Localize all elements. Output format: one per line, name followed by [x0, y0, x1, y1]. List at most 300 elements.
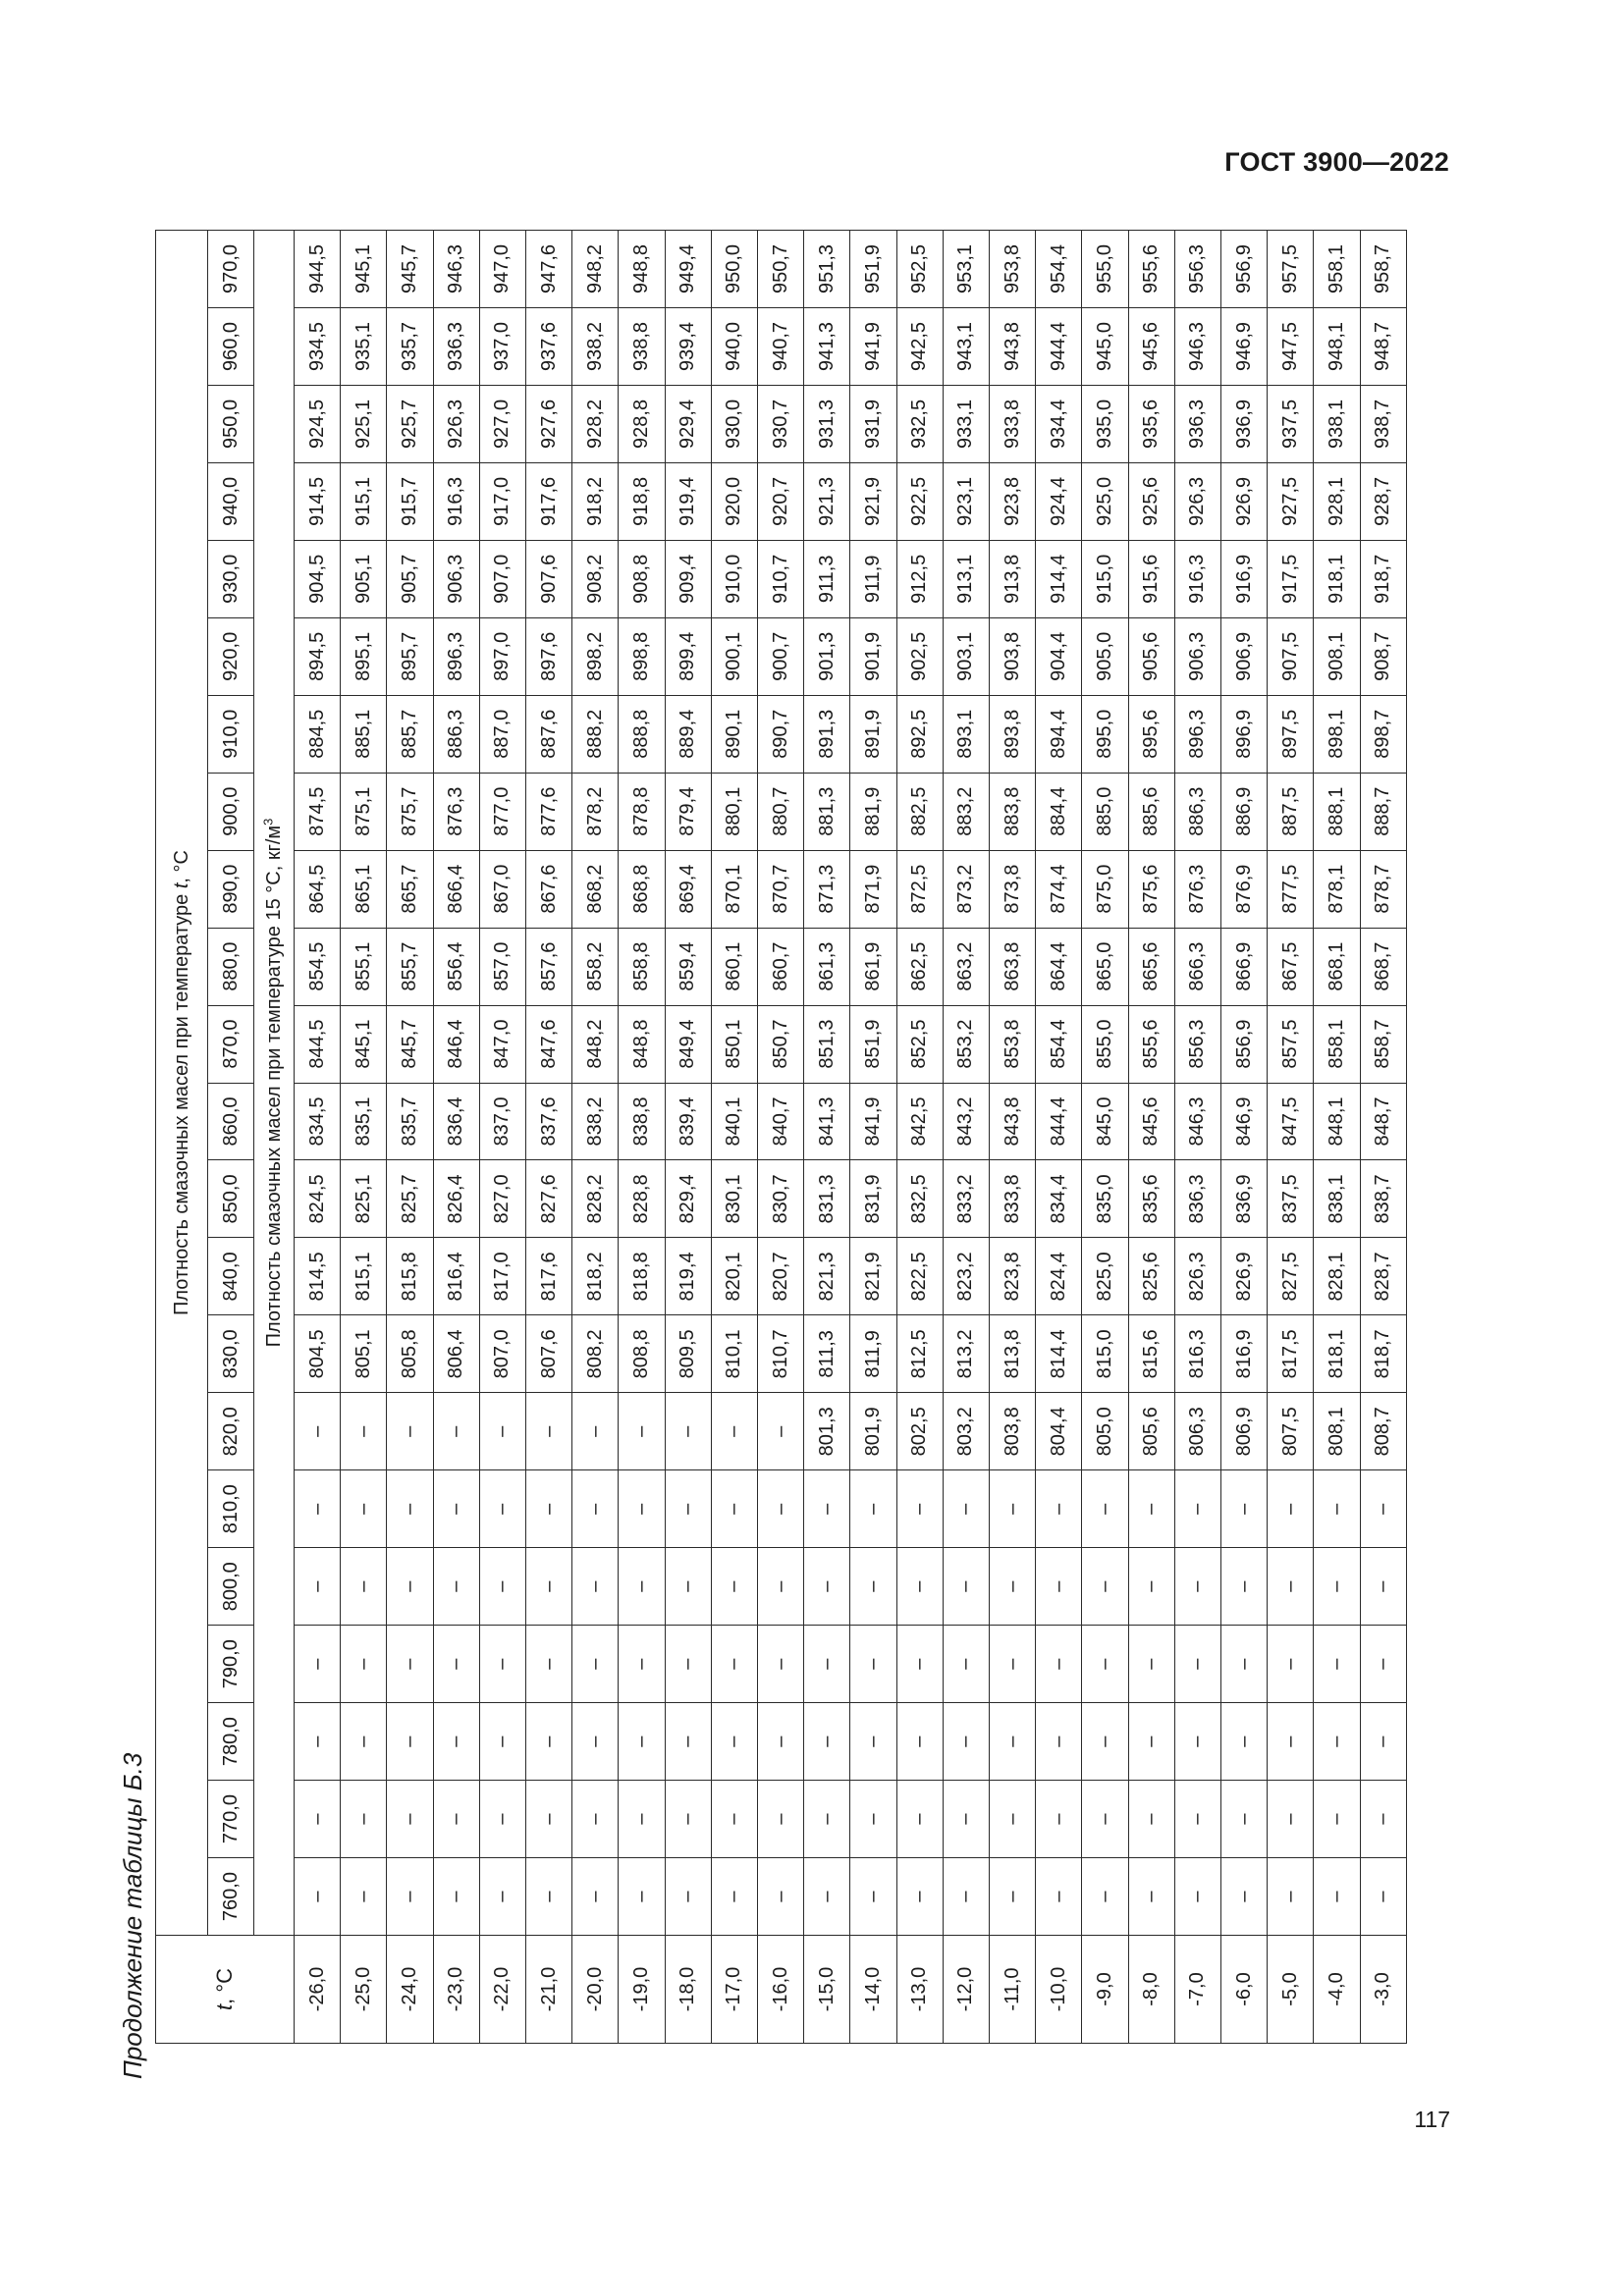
density-cell: 805,1 — [341, 1315, 387, 1393]
density-cell: – — [850, 1548, 896, 1626]
density-cell: 826,3 — [1174, 1238, 1220, 1315]
density-cell: 887,0 — [479, 695, 525, 773]
density-cell: – — [341, 1393, 387, 1470]
density-cell: 892,5 — [896, 695, 943, 773]
temperature-cell: -21,0 — [526, 1936, 572, 2044]
density-cell: – — [896, 1858, 943, 1936]
density-cell: 948,7 — [1360, 307, 1406, 385]
density-cell: 885,7 — [387, 695, 433, 773]
density-cell: 956,3 — [1174, 231, 1220, 308]
density-table-container — [155, 230, 1407, 2044]
density-cell: – — [758, 1858, 804, 1936]
density-cell: 917,6 — [526, 462, 572, 540]
density-cell: – — [572, 1626, 619, 1703]
density-cell: – — [1360, 1626, 1406, 1703]
temperature-cell: -12,0 — [943, 1936, 989, 2044]
density-cell: 908,7 — [1360, 617, 1406, 695]
density-cell: – — [990, 1781, 1036, 1858]
density-cell: 917,5 — [1268, 540, 1314, 617]
density-cell: – — [896, 1781, 943, 1858]
density-cell: – — [665, 1781, 711, 1858]
density-cell: – — [990, 1626, 1036, 1703]
density-cell: – — [1082, 1858, 1128, 1936]
density-cell: 883,2 — [943, 773, 989, 850]
density-cell: 935,6 — [1128, 385, 1174, 462]
density-cell: 854,5 — [295, 928, 341, 1005]
density-cell: 853,2 — [943, 1005, 989, 1083]
density-cell: 828,7 — [1360, 1238, 1406, 1315]
density-cell: 934,5 — [295, 307, 341, 385]
density-cell: 888,1 — [1314, 773, 1360, 850]
density-cell: 877,0 — [479, 773, 525, 850]
density-cell: – — [479, 1858, 525, 1936]
density-cell: – — [1221, 1858, 1268, 1936]
density-cell: – — [1314, 1470, 1360, 1548]
density-cell: 848,8 — [619, 1005, 665, 1083]
density-cell: 938,8 — [619, 307, 665, 385]
density-cell: 931,3 — [804, 385, 850, 462]
density-cell: 816,3 — [1174, 1315, 1220, 1393]
density-cell: 816,4 — [433, 1238, 479, 1315]
density-cell: 941,9 — [850, 307, 896, 385]
density-cell: 946,3 — [433, 231, 479, 308]
density-cell: 814,5 — [295, 1238, 341, 1315]
density-cell: 884,4 — [1036, 773, 1082, 850]
density-cell: 819,4 — [665, 1238, 711, 1315]
density-cell: 914,5 — [295, 462, 341, 540]
density-cell: 906,9 — [1221, 617, 1268, 695]
density-cell: 828,8 — [619, 1160, 665, 1238]
density-cell: – — [665, 1703, 711, 1781]
density-cell: – — [896, 1626, 943, 1703]
density-cell: 875,1 — [341, 773, 387, 850]
table-row — [526, 231, 572, 2044]
density-cell: 836,4 — [433, 1083, 479, 1160]
density-cell: – — [1036, 1781, 1082, 1858]
table-row — [1128, 231, 1174, 2044]
density-cell: 931,9 — [850, 385, 896, 462]
table-row — [1314, 231, 1360, 2044]
density-cell: – — [1221, 1548, 1268, 1626]
density-cell: 818,7 — [1360, 1315, 1406, 1393]
density-cell: 894,5 — [295, 617, 341, 695]
density-cell: 838,1 — [1314, 1160, 1360, 1238]
density-cell: – — [1128, 1548, 1174, 1626]
density-cell: – — [711, 1626, 757, 1703]
density-cell: 918,8 — [619, 462, 665, 540]
density-cell: 821,3 — [804, 1238, 850, 1315]
density-cell: 905,1 — [341, 540, 387, 617]
density-cell: 936,3 — [433, 307, 479, 385]
density-cell: 878,1 — [1314, 850, 1360, 928]
density-cell: 833,2 — [943, 1160, 989, 1238]
density-cell: – — [1268, 1626, 1314, 1703]
density-cell: – — [665, 1393, 711, 1470]
density-cell: 824,4 — [1036, 1238, 1082, 1315]
density-cell: 949,4 — [665, 231, 711, 308]
table-row — [433, 231, 479, 2044]
density-cell: 905,7 — [387, 540, 433, 617]
density-cell: 876,9 — [1221, 850, 1268, 928]
density-cell: 814,4 — [1036, 1315, 1082, 1393]
density-cell: 898,7 — [1360, 695, 1406, 773]
density-cell: 902,5 — [896, 617, 943, 695]
density-cell: 856,4 — [433, 928, 479, 1005]
density-cell: 884,5 — [295, 695, 341, 773]
density-cell: 806,3 — [1174, 1393, 1220, 1470]
density-cell: – — [526, 1470, 572, 1548]
density-cell: – — [896, 1703, 943, 1781]
density-cell: 830,1 — [711, 1160, 757, 1238]
density-cell: 932,5 — [896, 385, 943, 462]
density-cell: 896,9 — [1221, 695, 1268, 773]
density-cell: 908,1 — [1314, 617, 1360, 695]
density-table — [155, 230, 1407, 2044]
density-cell: 831,9 — [850, 1160, 896, 1238]
density-cell: – — [572, 1393, 619, 1470]
density-cell: 832,5 — [896, 1160, 943, 1238]
density-cell: 958,1 — [1314, 231, 1360, 308]
density-cell: 900,1 — [711, 617, 757, 695]
density-column-header: 930,0 — [208, 540, 254, 617]
density-cell: 893,8 — [990, 695, 1036, 773]
density-cell: – — [572, 1858, 619, 1936]
density-cell: 955,6 — [1128, 231, 1174, 308]
table-row — [1036, 231, 1082, 2044]
density-cell: 926,3 — [1174, 462, 1220, 540]
density-cell: 901,9 — [850, 617, 896, 695]
density-cell: 943,8 — [990, 307, 1036, 385]
density-cell: 806,9 — [1221, 1393, 1268, 1470]
density-cell: 817,0 — [479, 1238, 525, 1315]
density-cell: 897,0 — [479, 617, 525, 695]
density-cell: 919,4 — [665, 462, 711, 540]
density-cell: 900,7 — [758, 617, 804, 695]
density-cell: 890,1 — [711, 695, 757, 773]
density-cell: 938,1 — [1314, 385, 1360, 462]
density-cell: 861,9 — [850, 928, 896, 1005]
density-cell: 843,8 — [990, 1083, 1036, 1160]
density-cell: 841,3 — [804, 1083, 850, 1160]
density-cell: 877,6 — [526, 773, 572, 850]
density-cell: – — [341, 1781, 387, 1858]
table-body — [295, 231, 1407, 2044]
density-cell: 866,4 — [433, 850, 479, 928]
density-cell: – — [295, 1393, 341, 1470]
density-cell: 950,0 — [711, 231, 757, 308]
density-cell: – — [619, 1548, 665, 1626]
density-cell: 867,6 — [526, 850, 572, 928]
density-cell: 864,5 — [295, 850, 341, 928]
density-cell: 805,6 — [1128, 1393, 1174, 1470]
density-column-header: 800,0 — [208, 1548, 254, 1626]
density-cell: 846,4 — [433, 1005, 479, 1083]
density-cell: 878,2 — [572, 773, 619, 850]
density-cell: – — [1036, 1548, 1082, 1626]
density-cell: – — [711, 1781, 757, 1858]
density-cell: 928,1 — [1314, 462, 1360, 540]
density-cell: 875,7 — [387, 773, 433, 850]
density-cell: – — [896, 1548, 943, 1626]
density-cell: 867,5 — [1268, 928, 1314, 1005]
density-cell: 850,1 — [711, 1005, 757, 1083]
density-column-header: 940,0 — [208, 462, 254, 540]
density-cell: – — [295, 1626, 341, 1703]
density-cell: – — [526, 1703, 572, 1781]
density-cell: 907,6 — [526, 540, 572, 617]
density-cell: 808,7 — [1360, 1393, 1406, 1470]
density-cell: 933,8 — [990, 385, 1036, 462]
density-cell: 929,4 — [665, 385, 711, 462]
density-cell: 886,3 — [433, 695, 479, 773]
density-cell: 801,9 — [850, 1393, 896, 1470]
density-cell: – — [1314, 1626, 1360, 1703]
density-cell: 869,4 — [665, 850, 711, 928]
density-cell: 863,8 — [990, 928, 1036, 1005]
density-cell: 802,5 — [896, 1393, 943, 1470]
density-cell: 921,9 — [850, 462, 896, 540]
density-cell: 857,6 — [526, 928, 572, 1005]
density-cell: – — [1128, 1470, 1174, 1548]
density-cell: 920,0 — [711, 462, 757, 540]
density-cell: – — [1174, 1548, 1220, 1626]
density-cell: 875,6 — [1128, 850, 1174, 928]
table-row — [1268, 231, 1314, 2044]
density-cell: 936,3 — [1174, 385, 1220, 462]
density-cell: 941,3 — [804, 307, 850, 385]
density-cell: – — [943, 1781, 989, 1858]
density-cell: 888,7 — [1360, 773, 1406, 850]
density-cell: 827,0 — [479, 1160, 525, 1238]
density-cell: 907,0 — [479, 540, 525, 617]
temperature-cell: -10,0 — [1036, 1936, 1082, 2044]
density-cell: – — [665, 1548, 711, 1626]
density-cell: – — [1221, 1470, 1268, 1548]
density-cell: 891,3 — [804, 695, 850, 773]
density-cell: 942,5 — [896, 307, 943, 385]
density-cell: 860,7 — [758, 928, 804, 1005]
density-cell: 870,1 — [711, 850, 757, 928]
density-cell: 823,2 — [943, 1238, 989, 1315]
density-cell: 954,4 — [1036, 231, 1082, 308]
density-cell: – — [433, 1470, 479, 1548]
density-cell: 840,1 — [711, 1083, 757, 1160]
density-cell: 853,8 — [990, 1005, 1036, 1083]
density-cell: 820,1 — [711, 1238, 757, 1315]
density-cell: – — [665, 1626, 711, 1703]
temperature-cell: -23,0 — [433, 1936, 479, 2044]
table-caption: Продолжение таблицы Б.3 — [118, 1752, 147, 2079]
density-cell: 861,3 — [804, 928, 850, 1005]
density-cell: – — [479, 1393, 525, 1470]
density-cell: 825,7 — [387, 1160, 433, 1238]
table-row — [619, 231, 665, 2044]
density-cell: 847,0 — [479, 1005, 525, 1083]
density-cell: 857,5 — [1268, 1005, 1314, 1083]
density-cell: – — [572, 1781, 619, 1858]
density-cell: – — [990, 1470, 1036, 1548]
temperature-column-header: t, °C — [156, 1936, 295, 2044]
density-cell: 935,7 — [387, 307, 433, 385]
density-cell: 924,5 — [295, 385, 341, 462]
density-cell: – — [711, 1393, 757, 1470]
density-column-header: 760,0 — [208, 1858, 254, 1936]
density-cell: – — [1268, 1781, 1314, 1858]
density-cell: – — [1360, 1470, 1406, 1548]
density-cell: – — [1174, 1858, 1220, 1936]
density-cell: 865,6 — [1128, 928, 1174, 1005]
density-cell: 812,5 — [896, 1315, 943, 1393]
density-cell: – — [433, 1626, 479, 1703]
density-cell: 939,4 — [665, 307, 711, 385]
density-cell: 948,1 — [1314, 307, 1360, 385]
density-cell: 817,6 — [526, 1238, 572, 1315]
density-cell: 943,1 — [943, 307, 989, 385]
density-cell: 955,0 — [1082, 231, 1128, 308]
temperature-cell: -5,0 — [1268, 1936, 1314, 2044]
density-cell: 873,8 — [990, 850, 1036, 928]
density-cell: 807,5 — [1268, 1393, 1314, 1470]
temperature-cell: -26,0 — [295, 1936, 341, 2044]
density-cell: 855,7 — [387, 928, 433, 1005]
density-cell: – — [387, 1626, 433, 1703]
density-cell: 877,5 — [1268, 850, 1314, 928]
density-cell: 915,0 — [1082, 540, 1128, 617]
density-cell: 914,4 — [1036, 540, 1082, 617]
temperature-cell: -20,0 — [572, 1936, 619, 2044]
density-cell: – — [1221, 1703, 1268, 1781]
density-cell: – — [1036, 1858, 1082, 1936]
table-row — [387, 231, 433, 2044]
density-cell: 953,1 — [943, 231, 989, 308]
density-cell: 951,3 — [804, 231, 850, 308]
density-cell: 912,5 — [896, 540, 943, 617]
density-cell: – — [665, 1858, 711, 1936]
density-cell: – — [341, 1470, 387, 1548]
density-cell: 905,6 — [1128, 617, 1174, 695]
density-column-header: 970,0 — [208, 231, 254, 308]
temperature-cell: -7,0 — [1174, 1936, 1220, 2044]
density-cell: 923,1 — [943, 462, 989, 540]
temperature-cell: -4,0 — [1314, 1936, 1360, 2044]
density-cell: 909,4 — [665, 540, 711, 617]
density-cell: – — [758, 1703, 804, 1781]
density-cell: 836,3 — [1174, 1160, 1220, 1238]
density-cell: 838,7 — [1360, 1160, 1406, 1238]
density-cell: 837,5 — [1268, 1160, 1314, 1238]
density-cell: 876,3 — [433, 773, 479, 850]
density-cell: 945,7 — [387, 231, 433, 308]
density-cell: 810,7 — [758, 1315, 804, 1393]
density-cell: 817,5 — [1268, 1315, 1314, 1393]
density-cell: 937,5 — [1268, 385, 1314, 462]
density-cell: 913,1 — [943, 540, 989, 617]
density-cell: – — [387, 1548, 433, 1626]
density-cell: 945,0 — [1082, 307, 1128, 385]
density-cell: 903,8 — [990, 617, 1036, 695]
density-cell: – — [1082, 1548, 1128, 1626]
density-cell: 883,8 — [990, 773, 1036, 850]
density-cell: – — [341, 1548, 387, 1626]
density-cell: 849,4 — [665, 1005, 711, 1083]
density-cell: 898,1 — [1314, 695, 1360, 773]
density-cell: 915,6 — [1128, 540, 1174, 617]
density-cell: 830,7 — [758, 1160, 804, 1238]
density-cell: – — [1128, 1781, 1174, 1858]
density-cell: 935,0 — [1082, 385, 1128, 462]
density-cell: 865,1 — [341, 850, 387, 928]
density-cell: – — [758, 1393, 804, 1470]
density-cell: 894,4 — [1036, 695, 1082, 773]
density-cell: 898,8 — [619, 617, 665, 695]
density-cell: 826,9 — [1221, 1238, 1268, 1315]
table-row — [572, 231, 619, 2044]
density-cell: 901,3 — [804, 617, 850, 695]
density-cell: – — [572, 1703, 619, 1781]
density-cell: 947,5 — [1268, 307, 1314, 385]
density-cell: – — [433, 1703, 479, 1781]
density-cell: 871,3 — [804, 850, 850, 928]
density-column-header: 840,0 — [208, 1238, 254, 1315]
density-cell: – — [433, 1858, 479, 1936]
table-row — [479, 231, 525, 2044]
density-cell: 879,4 — [665, 773, 711, 850]
density-cell: 820,7 — [758, 1238, 804, 1315]
density-cell: 938,2 — [572, 307, 619, 385]
density-cell: 907,5 — [1268, 617, 1314, 695]
density-cell: 874,5 — [295, 773, 341, 850]
density-cell: 871,9 — [850, 850, 896, 928]
density-cell: 928,2 — [572, 385, 619, 462]
table-row — [295, 231, 341, 2044]
density-cell: 889,4 — [665, 695, 711, 773]
density-cell: – — [619, 1470, 665, 1548]
density-cell: – — [943, 1548, 989, 1626]
density-cell: – — [1174, 1626, 1220, 1703]
density-cell: 818,1 — [1314, 1315, 1360, 1393]
density-cell: 928,8 — [619, 385, 665, 462]
density-cell: – — [943, 1703, 989, 1781]
density-cell: – — [619, 1626, 665, 1703]
table-row — [1174, 231, 1220, 2044]
density-cell: – — [943, 1626, 989, 1703]
density-cell: 845,0 — [1082, 1083, 1128, 1160]
density-column-header: 880,0 — [208, 928, 254, 1005]
density-cell: – — [711, 1548, 757, 1626]
density-column-header: 900,0 — [208, 773, 254, 850]
density-cell: 916,3 — [1174, 540, 1220, 617]
density-cell: 857,0 — [479, 928, 525, 1005]
density-cell: 948,8 — [619, 231, 665, 308]
density-cell: – — [1036, 1470, 1082, 1548]
density-cell: 924,4 — [1036, 462, 1082, 540]
density-cell: 925,1 — [341, 385, 387, 462]
density-cell: – — [850, 1703, 896, 1781]
density-cell: – — [665, 1470, 711, 1548]
density-cell: 868,7 — [1360, 928, 1406, 1005]
density-cell: 855,6 — [1128, 1005, 1174, 1083]
density-cell: 835,1 — [341, 1083, 387, 1160]
density-cell: 837,0 — [479, 1083, 525, 1160]
density-cell: – — [387, 1470, 433, 1548]
density-cell: 898,2 — [572, 617, 619, 695]
density-cell: – — [804, 1470, 850, 1548]
density-cell: – — [1268, 1470, 1314, 1548]
density-cell: – — [1221, 1626, 1268, 1703]
temperature-cell: -3,0 — [1360, 1936, 1406, 2044]
density-cell: 856,3 — [1174, 1005, 1220, 1083]
density-cell: 885,0 — [1082, 773, 1128, 850]
